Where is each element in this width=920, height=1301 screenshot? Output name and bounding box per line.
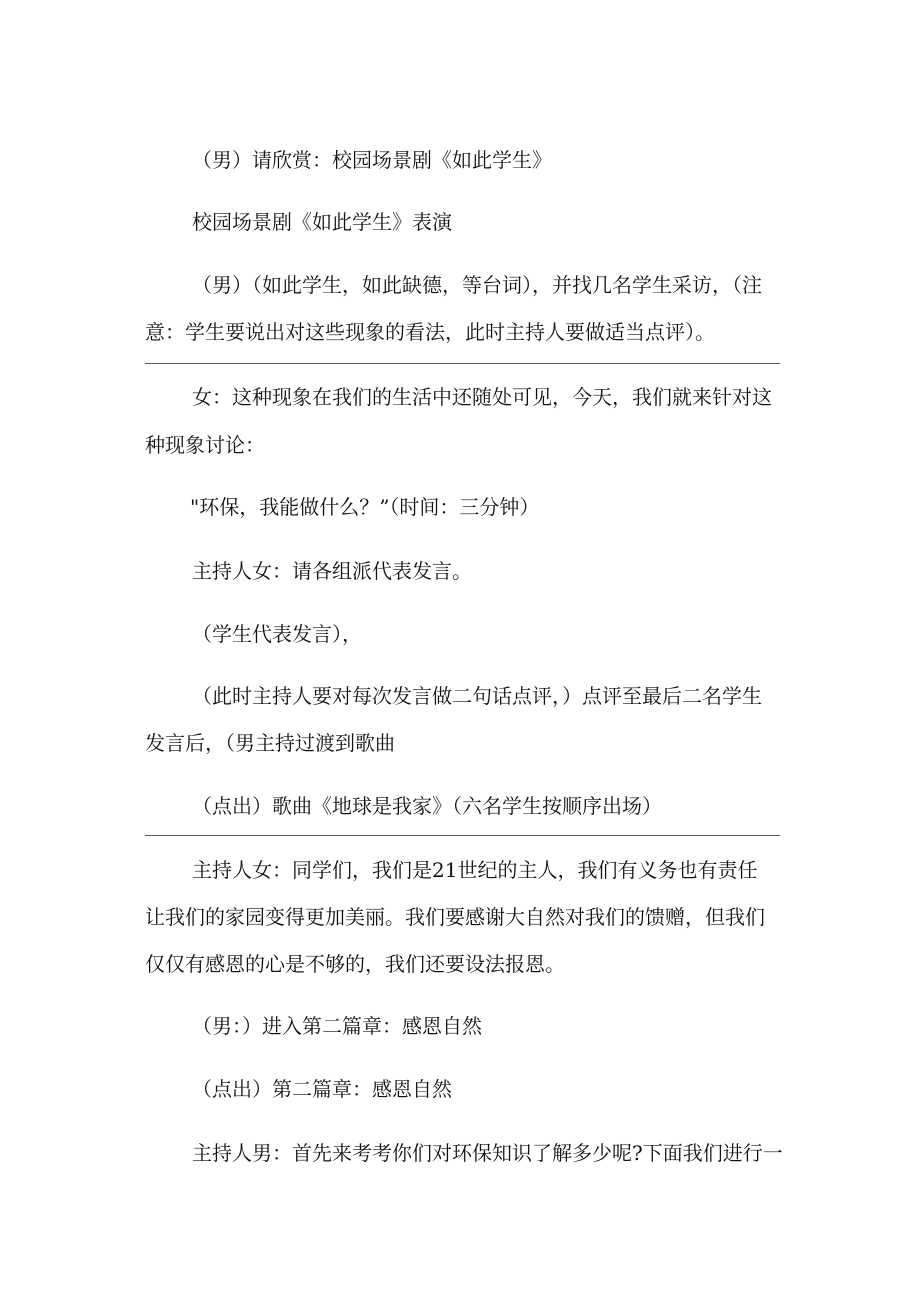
paragraph-line: 主持人女：同学们，我们是21世纪的主人，我们有义务也有责任 (192, 858, 758, 882)
paragraph-line: 仅仅有感恩的心是不够的，我们还要设法报恩。 (145, 952, 565, 976)
horizontal-rule (145, 363, 780, 364)
paragraph-line: （男）请欣赏：校园场景剧《如此学生》 (192, 148, 552, 172)
paragraph-line: （男）（如此学生，如此缺德，等台词），并找几名学生采访，（注 (192, 273, 762, 297)
paragraph-line: 种现象讨论： (145, 433, 265, 457)
paragraph-line: 主持人女：请各组派代表发言。 (192, 559, 472, 583)
paragraph-line: 女：这种现象在我们的生活中还随处可见，今天，我们就来针对这 (192, 385, 772, 409)
paragraph-line: 发言后，（男主持过渡到歌曲 (145, 731, 395, 755)
paragraph-line: 意：学生要说出对这些现象的看法，此时主持人要做适当点评）。 (145, 320, 715, 344)
paragraph-line: （男：）进入第二篇章：感恩自然 (192, 1014, 482, 1038)
horizontal-rule (145, 835, 780, 836)
paragraph-line: 主持人男：首先来考考你们对环保知识了解多少呢?下面我们进行一 (192, 1141, 783, 1165)
paragraph-line: （点出）第二篇章：感恩自然 (192, 1077, 452, 1101)
paragraph-line: 让我们的家园变得更加美丽。我们要感谢大自然对我们的馈赠，但我们 (145, 905, 765, 929)
paragraph-line: （点出）歌曲《地球是我家》（六名学生按顺序出场） (192, 794, 662, 818)
paragraph-line: 校园场景剧《如此学生》表演 (192, 210, 452, 234)
paragraph-line: （学生代表发言）， (192, 622, 362, 646)
paragraph-line: "环保，我能做什么？”（时间：三分钟） (190, 495, 540, 519)
paragraph-line: （此时主持人要对每次发言做二句话点评，）点评至最后二名学生 (192, 684, 762, 708)
